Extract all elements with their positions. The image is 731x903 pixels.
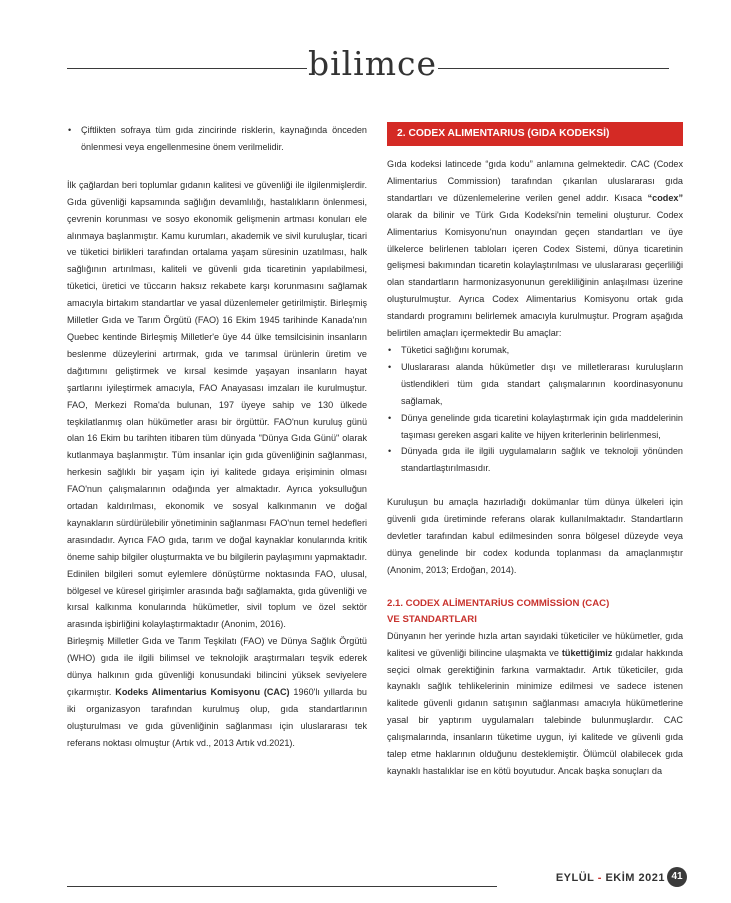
list-item: • Uluslararası alanda hükümetler dışı ve milletlerarası kuruluşların üstlendikleri tüm gıda standart çalışmalarının koordinasyonunu sağlamak,	[387, 359, 683, 410]
list-item: • Dünyada gıda ile ilgili uygulamaların sağlık ve teknoloji yönünden standartlaştırılmasıdır.	[387, 443, 683, 477]
body-paragraph: İlk çağlardan beri toplumlar gıdanın kalitesi ve güvenliği ile ilgilenmişlerdir. Gıda güvenliği kapsamında sağlığın devamlılığı, hastalıkların önlenmesi, çevrenin korunması ve sosyo ekonomik gelişmenin artması konuları ele alınmaya başlanmıştır. Kamu kurumları, akademik ve sivil kuruluşlar, ticari ve tüketici birlikleri tarafından ortalama yaşam süresinin uzatılması, halk sağlığının artırılması, kaliteli ve güvenli gıda ticaretinin yapılabilmesi, tüketici, üretici ve tüccarın haksız rekabete karşı korunmasını sağlamak amacıyla birtakım standartlar ve yasal düzenlemeler getirilmiştir. Birleşmiş Milletler Gıda ve Tarım Örgütü (FAO) 16 Ekim 1945 tarihinde Kanada'nın Quebec kentinde Birleşmiş Milletler'e üye 44 ülke temsilcisinin insanların beslenme düzeylerini artırmak, gıda ve tarımsal ürünlerin üretim ve dağıtımını geliştirmek ve kırsal kesimde yaşayan insanların hayat şartlarını iyileştirmek amacıyla, FAO Anayasası imzaları ile kurulmuştur. FAO, Merkezi Roma'da bulunan, 197 üyeye sahip ve 130 ülkede teşkilatlanmış olan hükümetler arası bir örgüttür. FAO'nun kuruluş günü olan 16 Ekim bu tarihten itibaren tüm dünyada "Dünya Gıda Günü" olarak kutlanmaya başlanmıştır. Tüm insanlar için gıda güvenliğinin sağlanması, herkesin sağlıklı bir yaşam için iyi kalitede gıdaya erişiminin olması FAO'nun çalışmalarının odağında yer almaktadır. Ayrıca yoksulluğun ortadan kaldırılması, ekonomik ve sosyal kalkınmanın ve doğal kaynakların sürdürülebilir yönetiminin sağlanması FAO'nun temel hedefleri arasındadır. Ayrıca FAO gıda, tarım ve doğal kaynaklar konularında kritik öneme sahip bilgiler oluşturmakta ve bu bilgilerin paylaşımını yapmaktadır. Edinilen bilgileri somut eylemlere dönüştürme noktasında FAO, ulusal, bölgesel ve küresel girişimler arasında bağı sağlamakta, gıda güvenliği ve kırsal kalkınma konularında hükümetler, sivil toplum ve özel sektör arasında işbirliğini kolaylaştırmaktadır (Anonim, 2016).	[67, 179, 367, 630]
list-item: • Tüketici sağlığını korumak,	[387, 342, 683, 359]
masthead-rule-left	[67, 68, 307, 69]
section-banner: 2. CODEX ALIMENTARIUS (GIDA KODEKSİ)	[387, 122, 683, 146]
intro-bullet-list	[67, 122, 367, 156]
page-number: 41	[667, 867, 687, 887]
section-subheading: 2.1. CODEX ALİMENTARİUS COMMİSSİON (CAC) VE STANDARTLARI	[387, 597, 610, 625]
emphasis: “codex”	[647, 192, 683, 203]
footer-rule	[67, 886, 497, 887]
list-item: • Çiftlikten sofraya tüm gıda zincirinde risklerin, kaynağında önceden önlenmesi veya engellenmesine önem verilmelidir.	[67, 122, 367, 156]
issue-label: EYLÜL - EKİM 2021	[555, 872, 665, 884]
body-paragraph: Dünyanın her yerinde hızla artan sayıdaki tüketiciler ve hükümetler, gıda kalitesi ve güvenliği bilincine ulaşmakta ve tükettiğimiz gıdalar hakkında seçici olmak gerektiğinin farkına varmaktadır. Artık tüketiciler, gıda kaynaklı sağlık tehlikelerinin minimize edilmesi ve sadece istenen kalitede güvenli gıdanın satışının sağlanması amacıyla hükümetlerine yasal bir yaptırım uygulamaları talebinde bulunmuşlardır. CAC çalışmalarında, insanların tüketime uygun, iyi kalitede ve güvenli gıda talep etme haklarının olduğunu desteklemiştir. Ölümcül olabilecek gıda kaynaklı hastalıklar ise en kötü boyutudur. Ancak başka sonuçları da	[387, 630, 683, 776]
left-column	[67, 122, 367, 752]
body-paragraph: Birleşmiş Milletler Gıda ve Tarım Teşkilatı (FAO) ve Dünya Sağlık Örgütü (WHO) gıda ile ilgili bilimsel ve teknolojik araştırmaları teşvik ederek dünya halkının gıda güvenliği konusundaki bilincini yüksek seviyelere çıkarmıştır. Kodeks Alimentarius Komisyonu (CAC) 1960'lı yıllarda bu iki organizasyon tarafından kurulmuş olup, gıda standartlarının oluşturulması ve gıda güvenliğinin sağlanması için uluslararası tek referans noktası olmuştur (Artık vd., 2013 Artık vd.2021).	[67, 636, 367, 748]
list-item: • Dünya genelinde gıda ticaretini kolaylaştırmak için gıda maddelerinin taşıması gereken asgari kalite ve hijyen kriterlerinin belirlenmesi,	[387, 410, 683, 444]
masthead-rule-right	[438, 68, 669, 69]
emphasis: Kodeks Alimentarius Komisyonu (CAC)	[115, 687, 290, 697]
emphasis: tükettiğimiz	[561, 647, 613, 658]
body-paragraph: Gıda kodeksi latincede “gıda kodu” anlamına gelmektedir. CAC (Codex Alimentarius Commission) tarafından çıkarılan uluslararası gıda standartları ve düzenlemelerine verilen genel addır. Kısaca “codex” olarak da bilinir ve Türk Gıda Kodeksi'nin temelini oluşturur. Codex Alimentarius Komisyonu'nun onayından geçen standartları ve üye ülkelerce belirlenen tabloları içeren Codex Sistemi, dünya ticaretinin gelişmesi bakımından ticaretin kolaylaştırılması ve uluslararası geçerliliği olan standartların harmonizasyonunun gerekliliğinin anlaşılması üzerine oluşturulmuştur. Ayrıca Codex Alimentarius Komisyonu ortak gıda standardı programını belirlemek amacıyla kurulmuştur. Program aşağıda belirtilen amaçları içermektedir Bu amaçlar:	[387, 159, 683, 339]
right-column	[387, 122, 683, 780]
masthead-logo: bilimce	[307, 44, 438, 83]
aims-list	[387, 342, 683, 477]
body-paragraph: Kuruluşun bu amaçla hazırladığı dokümanlar tüm dünya ülkeleri için güvenli gıda üretiminde referans olarak kullanılmaktadır. Standartların devletler tarafından kabul edilmesinden sonra bölgesel düzeyde veya dünya genelinde bir codex kodunda toplanması da amaçlanmıştır (Anonim, 2013; Erdoğan, 2014).	[387, 497, 683, 575]
